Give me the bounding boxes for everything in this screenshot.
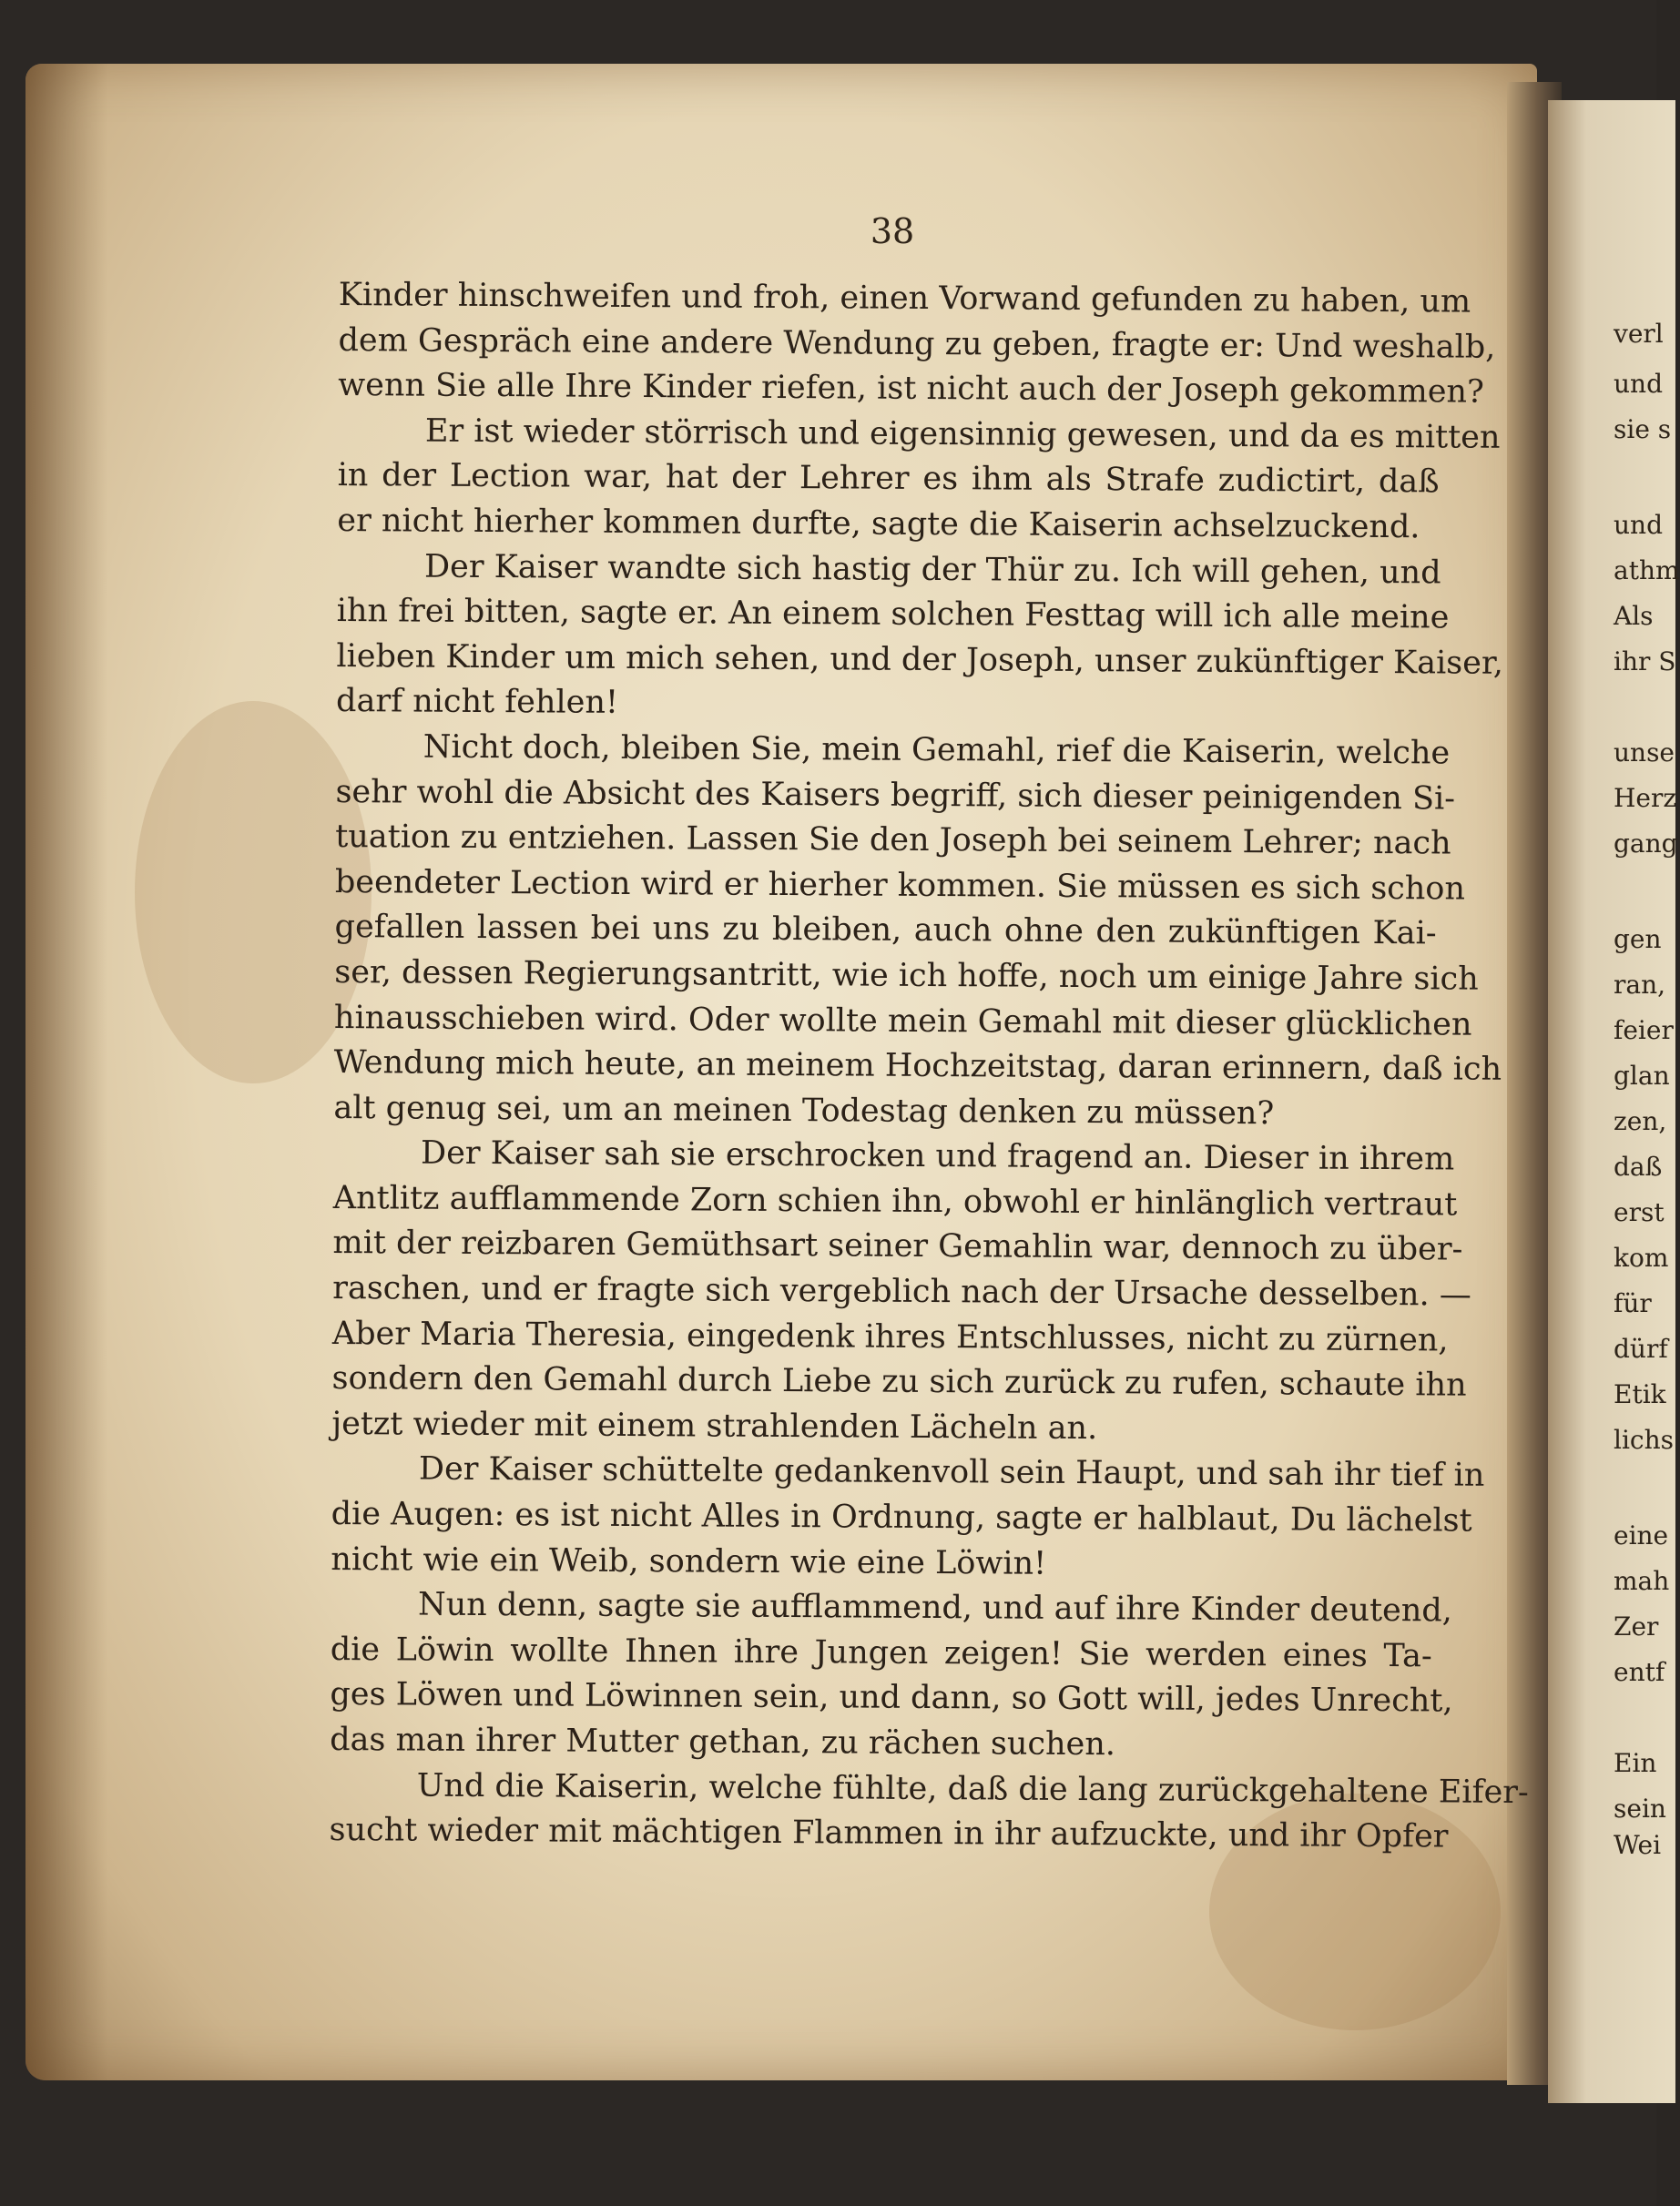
text-line: darf nicht fehlen! bbox=[336, 683, 619, 722]
fragment-line: dürf bbox=[1614, 1334, 1668, 1364]
text-line: lieben Kinder um mich sehen, und der Joseph, unser zukünftiger Kaiser, bbox=[336, 637, 1504, 682]
text-line: mit der reizbaren Gemüthsart seiner Gemahlin war, dennoch zu über- bbox=[332, 1225, 1463, 1269]
text-line: hinausschieben wird. Oder wollte mein Gemahl mit dieser glücklichen bbox=[333, 999, 1472, 1043]
text-line: gefallen lassen bei uns zu bleiben, auch ohne den zukünftigen Kai- bbox=[334, 909, 1437, 952]
right-page-fragments bbox=[1614, 319, 1680, 1830]
text-line: die Augen: es ist nicht Alles in Ordnung, sagte er halblaut, Du lächelst bbox=[331, 1496, 1472, 1540]
text-line: Antlitz aufflammende Zorn schien ihn, obwohl er hinlänglich vertraut bbox=[332, 1179, 1458, 1224]
text-line: sehr wohl die Absicht des Kaisers begriff, sich dieser peinigenden Si- bbox=[335, 773, 1456, 818]
text-line: ihn frei bitten, sagte er. An einem solchen Festtag will ich alle meine bbox=[336, 593, 1450, 636]
fragment-line: daß bbox=[1614, 1152, 1663, 1182]
text-line: wenn Sie alle Ihre Kinder riefen, ist nicht auch der Joseph gekommen? bbox=[338, 367, 1484, 411]
fragment-line: kom bbox=[1614, 1243, 1669, 1273]
text-line: Der Kaiser sah sie erschrocken und fragend an. Dieser in ihrem bbox=[420, 1134, 1455, 1178]
fragment-line: athm bbox=[1614, 555, 1680, 585]
text-line: Nicht doch, bleiben Sie, mein Gemahl, rief die Kaiserin, welche bbox=[423, 728, 1451, 772]
text-line: alt genug sei, um an meinen Todestag denken zu müssen? bbox=[333, 1089, 1275, 1132]
fragment-line: mah bbox=[1614, 1566, 1670, 1596]
fragment-line: glan bbox=[1614, 1061, 1670, 1091]
text-line: er nicht hierher kommen durfte, sagte die Kaiserin achselzuckend. bbox=[337, 502, 1420, 546]
fragment-line: ran, bbox=[1614, 970, 1666, 1000]
body-text bbox=[329, 273, 1529, 1860]
text-line: raschen, und er fragte sich vergeblich nach der Ursache desselben. — bbox=[332, 1270, 1471, 1314]
fragment-line: Etik bbox=[1614, 1379, 1666, 1409]
fragment-line: eine bbox=[1614, 1520, 1669, 1550]
fragment-line: Als bbox=[1614, 601, 1654, 631]
text-line: jetzt wieder mit einem strahlenden Lächeln an. bbox=[331, 1405, 1098, 1447]
fragment-line: erst bbox=[1614, 1197, 1665, 1227]
text-line: sondern den Gemahl durch Liebe zu sich zurück zu rufen, schaute ihn bbox=[331, 1360, 1467, 1404]
text-line: Wendung mich heute, an meinem Hochzeitstag, daran erinnern, daß ich bbox=[333, 1044, 1502, 1088]
text-line: Aber Maria Theresia, eingedenk ihres Entschlusses, nicht zu zürnen, bbox=[331, 1315, 1449, 1359]
right-page-fragments-bottom bbox=[1614, 1830, 1662, 1885]
fragment-line: und bbox=[1614, 510, 1663, 540]
text-line: Kinder hinschweifen und froh, einen Vorwand gefunden zu haben, um bbox=[338, 276, 1471, 320]
text-line: beendeter Lection wird er hierher kommen. Sie müssen es sich schon bbox=[334, 863, 1466, 908]
fragment-line: Wei bbox=[1614, 1830, 1662, 1860]
text-line: dem Gespräch eine andere Wendung zu geben, fragte er: Und weshalb, bbox=[338, 321, 1496, 366]
fragment-line: Herz bbox=[1614, 783, 1677, 813]
fragment-line: verl bbox=[1614, 319, 1664, 349]
text-line: tuation zu entziehen. Lassen Sie den Joseph bei seinem Lehrer; nach bbox=[335, 818, 1451, 862]
fragment-line: zen, bbox=[1614, 1106, 1667, 1136]
text-line: Der Kaiser wandte sich hastig der Thür zu. Ich will gehen, und bbox=[423, 548, 1441, 591]
fragment-line: lichs bbox=[1614, 1425, 1674, 1455]
text-line: sucht wieder mit mächtigen Flammen in ihr aufzuckte, und ihr Opfer bbox=[329, 1812, 1449, 1855]
text-line: Nun denn, sagte sie aufflammend, und auf ihre Kinder deutend, bbox=[417, 1586, 1452, 1630]
text-line: das man ihrer Mutter gethan, zu rächen suchen. bbox=[330, 1721, 1116, 1764]
text-line: Der Kaiser schüttelte gedankenvoll sein Haupt, und sah ihr tief in bbox=[418, 1450, 1485, 1495]
fragment-line: Zer bbox=[1614, 1611, 1659, 1642]
text-line: ges Löwen und Löwinnen sein, und dann, so Gott will, jedes Unrecht, bbox=[330, 1676, 1453, 1720]
text-line: nicht wie ein Weib, sondern wie eine Löwin! bbox=[331, 1540, 1047, 1582]
text-line: Und die Kaiserin, welche fühlte, daß die lang zurückgehaltene Eifer- bbox=[416, 1767, 1529, 1811]
fragment-line: und bbox=[1614, 369, 1663, 399]
text-line: die Löwin wollte Ihnen ihre Jungen zeigen! Sie werden eines Ta- bbox=[330, 1631, 1432, 1675]
fragment-line: sein bbox=[1614, 1794, 1666, 1824]
fragment-line: feier bbox=[1614, 1015, 1674, 1045]
text-line: Er ist wieder störrisch und eigensinnig gewesen, und da es mitten bbox=[424, 412, 1501, 456]
fragment-line: sie s bbox=[1614, 414, 1672, 444]
fragment-line: Ein bbox=[1614, 1748, 1657, 1778]
text-line: in der Lection war, hat der Lehrer es ihm als Strafe zudictirt, daß bbox=[337, 457, 1440, 501]
fragment-line: unse bbox=[1614, 737, 1675, 768]
fragment-line: gen bbox=[1614, 924, 1662, 954]
fragment-line: für bbox=[1614, 1288, 1652, 1318]
text-line: ser, dessen Regierungsantritt, wie ich hoffe, noch um einige Jahre sich bbox=[334, 953, 1479, 998]
page-number: 38 bbox=[870, 211, 915, 251]
fragment-line: ihr S bbox=[1614, 646, 1676, 676]
fragment-line: gang bbox=[1614, 829, 1678, 859]
fragment-line: entf bbox=[1614, 1657, 1665, 1687]
